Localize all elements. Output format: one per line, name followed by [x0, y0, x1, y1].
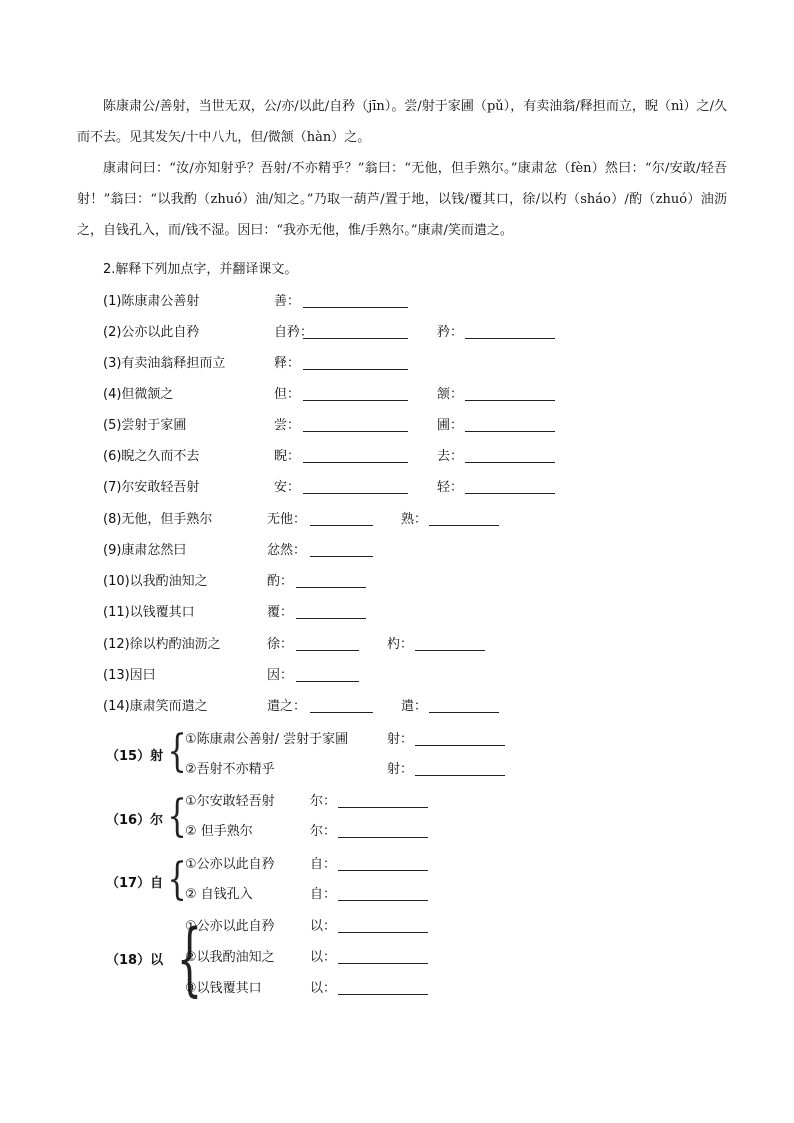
- brace-icon: {: [167, 791, 187, 842]
- passage: [77, 91, 727, 246]
- answer-blank[interactable]: [303, 462, 408, 463]
- answer-blank[interactable]: [465, 400, 555, 401]
- answer-blank[interactable]: [465, 431, 555, 432]
- answer-blank[interactable]: [296, 650, 359, 651]
- answer-blank[interactable]: [338, 963, 428, 964]
- passage-paragraph-2: 康肃问曰：“汝/亦知射乎？吾射/不亦精乎？”翁曰：“无他，但手熟尔。”康肃忿（fèn）然曰：“尔/安敢/轻吾射！”翁曰：“以我酌（zhuó）油/知之。”乃取一葫芦/置于地，以钱/覆其口，徐/以杓（sháo）/酌（zhuó）油沥之，自钱孔入，而/钱不湿。因曰：“我亦无他，惟/手熟尔。”康肃/笑而遣之。: [77, 161, 727, 238]
- answer-blank[interactable]: [296, 618, 366, 619]
- answer-blank[interactable]: [415, 650, 485, 651]
- answer-blank[interactable]: [429, 712, 499, 713]
- answer-blank[interactable]: [303, 431, 408, 432]
- answer-blank[interactable]: [465, 338, 555, 339]
- answer-blank[interactable]: [465, 493, 555, 494]
- answer-blank[interactable]: [338, 932, 428, 933]
- brace-icon: {: [176, 912, 203, 1005]
- answer-blank[interactable]: [296, 587, 366, 588]
- answer-blank[interactable]: [465, 462, 555, 463]
- answer-blank[interactable]: [338, 870, 428, 871]
- answer-blank[interactable]: [338, 994, 428, 995]
- answer-blank[interactable]: [429, 525, 499, 526]
- answer-blank[interactable]: [310, 556, 373, 557]
- answer-blank[interactable]: [338, 807, 428, 808]
- answer-blank[interactable]: [310, 712, 373, 713]
- brace-icon: {: [167, 854, 187, 905]
- answer-blank[interactable]: [303, 307, 408, 308]
- answer-blank[interactable]: [303, 369, 408, 370]
- answer-blank[interactable]: [303, 493, 408, 494]
- answer-blank[interactable]: [338, 900, 428, 901]
- brace-icon: {: [167, 726, 187, 777]
- answer-blank[interactable]: [310, 525, 373, 526]
- answer-blank[interactable]: [415, 775, 505, 776]
- answer-blank[interactable]: [415, 745, 505, 746]
- answer-blank[interactable]: [303, 338, 408, 339]
- answer-blank[interactable]: [296, 681, 359, 682]
- question-title: 2.解释下列加点字，并翻译课文。: [103, 262, 298, 277]
- passage-paragraph-1: 陈康肃公/善射，当世无双，公/亦/以此/自矜（jīn）。尝/射于家圃（pǔ），有卖油翁/释担而立，睨（nì）之/久而不去。见其发矢/十中八九，但/微颔（hàn）之。: [77, 99, 727, 145]
- answer-blank[interactable]: [338, 837, 428, 838]
- answer-blank[interactable]: [303, 400, 408, 401]
